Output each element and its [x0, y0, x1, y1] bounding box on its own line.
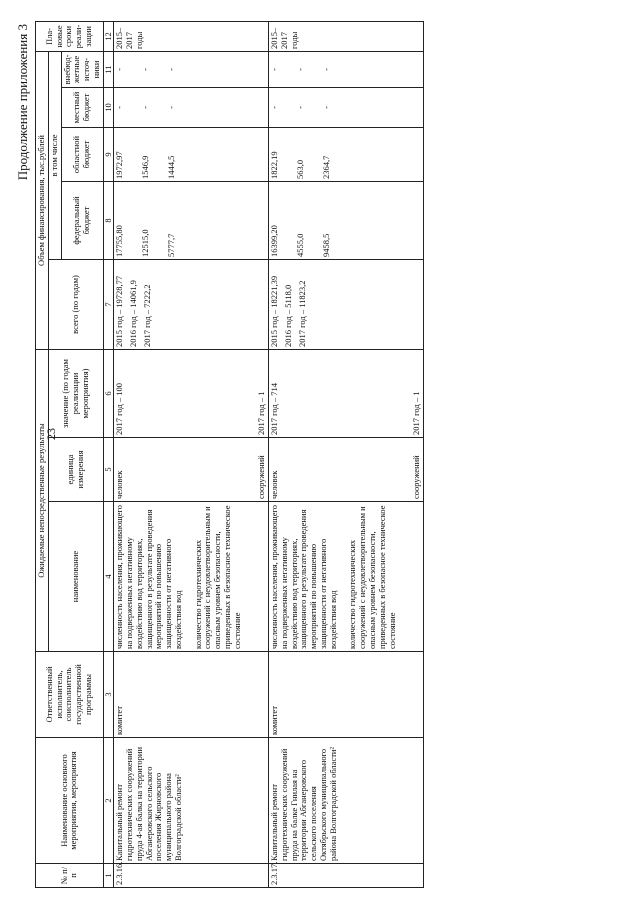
header-num: № п/п [36, 864, 104, 888]
header-result-name: наименование [48, 502, 103, 652]
column-numbers-row [103, 21, 114, 887]
funding-total: 2017 год – 11823,2 [296, 280, 307, 347]
row-name: Капитальный ремонт гидротехнических сооружений пруда на балке Гнилая на территории Абганеровского сельского поселения Октябрьского муниципального района Волгоградской области² [269, 738, 424, 864]
rotated-page-content [15, 18, 615, 888]
funding-local: - [114, 106, 125, 109]
header-unit: единица измерения [48, 438, 103, 502]
header-value: значение (по годам реализации мероприятия) [48, 350, 103, 438]
row-responsible: комитет [114, 652, 269, 738]
funding-federal: 9458,5 [321, 233, 332, 257]
funding-regional: 1546,9 [140, 155, 151, 179]
funding-regional: 1444,5 [166, 155, 177, 179]
row-funding-extra [269, 51, 424, 87]
funding-total: 2016 год – 5118,0 [282, 284, 293, 347]
result-unit: человек [114, 470, 125, 499]
result-name: численность населения, проживающего на подверженных негативному воздействию вод территориях, защищенного в результате проведения мероприятий по повышению защищенности от негативного воздействия вод [269, 504, 338, 649]
header-total: всего (по годам) [48, 260, 103, 350]
row-values [269, 350, 424, 438]
funding-federal: 4555,0 [295, 233, 306, 257]
result-unit: человек [269, 470, 280, 499]
funding-regional: 1972,97 [114, 151, 125, 179]
funding-total: 2016 год – 14061,9 [128, 280, 139, 347]
measures-table [35, 21, 424, 888]
funding-federal: 12515,0 [140, 229, 151, 257]
row-name: Капитальный ремонт гидротехнических сооружений пруда 4-ая балка на территории Абганеровского сельского поселения Жирновского муниципального района Волгоградской области² [114, 738, 269, 864]
funding-regional: 2364,7 [321, 155, 332, 179]
funding-federal: 5777,7 [166, 233, 177, 257]
funding-local: - [140, 106, 151, 109]
column-number: 11 [103, 51, 114, 87]
header-responsible: Ответственный исполнитель, соисполнитель государственной программы [36, 652, 104, 738]
result-name: количество гидротехнических сооружений с неудовлетворительным и опасным уровнем безопасности, приведенных в безопасное техническое состояние [347, 505, 397, 649]
row-funding-local [114, 88, 269, 128]
funding-local: - [269, 106, 280, 109]
funding-federal: 16399,20 [269, 225, 280, 257]
funding-total: 2015 год – 18221,39 [269, 275, 280, 347]
funding-local: - [321, 106, 332, 109]
header-name: Наименование основного мероприятия, мероприятия [36, 738, 104, 864]
funding-extra: - [269, 68, 280, 71]
result-unit: сооружений [256, 455, 267, 499]
result-name: количество гидротехнических сооружений с неудовлетворительным и опасным уровнем безопасности, приведенных в безопасное техническое состояние [192, 505, 242, 649]
row-num: 2.3.17. [269, 864, 424, 888]
funding-extra: - [321, 68, 332, 71]
result-value: 2017 год – 1 [256, 391, 267, 435]
row-funding-extra [114, 51, 269, 87]
row-terms: 2015–2017 годы [269, 21, 424, 51]
funding-total: 2015 год – 19728,77 [114, 275, 125, 347]
row-funding-federal [269, 182, 424, 260]
row-units [114, 438, 269, 502]
column-number: 1 [103, 864, 114, 888]
funding-regional: 1822,19 [269, 151, 280, 179]
column-number: 8 [103, 182, 114, 260]
row-results [114, 502, 269, 652]
row-funding-total [269, 260, 424, 350]
column-number: 5 [103, 438, 114, 502]
column-number: 9 [103, 128, 114, 182]
header-federal: федеральный бюджет [61, 182, 103, 260]
row-responsible: комитет [269, 652, 424, 738]
page-number: 23 [44, 428, 58, 440]
header-local: местный бюджет [61, 88, 103, 128]
funding-local: - [295, 106, 306, 109]
funding-extra: - [114, 68, 125, 71]
result-unit: сооружений [411, 455, 422, 499]
funding-extra: - [166, 68, 177, 71]
row-funding-regional [114, 128, 269, 182]
header-regional: областной бюджет [61, 128, 103, 182]
funding-regional: 563,0 [295, 159, 306, 179]
column-number: 10 [103, 88, 114, 128]
column-number: 12 [103, 21, 114, 51]
column-number: 6 [103, 350, 114, 438]
header-extrabudget: внебюд- жетные источ- ники [61, 51, 103, 87]
row-values [114, 350, 269, 438]
row-num: 2.3.16. [114, 864, 269, 888]
header-terms: Пла- новые сроки реали- зации [36, 21, 104, 51]
header-expected-results: Ожидаемые непосредственные результаты [36, 350, 49, 652]
header-including: в том числе [48, 51, 61, 259]
result-value: 2017 год – 100 [114, 383, 125, 435]
row-funding-federal [114, 182, 269, 260]
header-funding: Объем финансирования, тыс.рублей [36, 51, 49, 349]
row-terms: 2015–2017 годы [114, 21, 269, 51]
row-units [269, 438, 424, 502]
table-row [114, 21, 269, 887]
funding-total: 2017 год – 7222,2 [141, 284, 152, 347]
result-name: численность населения, проживающего на подверженных негативному воздействию вод территориях, защищенного в результате проведения мероприятий по повышению защищенности от негативного воздействия вод [114, 504, 183, 649]
column-number: 3 [103, 652, 114, 738]
row-results [269, 502, 424, 652]
continuation-title: Продолжение приложения 3 [15, 24, 30, 181]
column-number: 7 [103, 260, 114, 350]
row-funding-local [269, 88, 424, 128]
table-row [269, 21, 424, 887]
column-number: 2 [103, 738, 114, 864]
column-number: 4 [103, 502, 114, 652]
row-funding-total [114, 260, 269, 350]
funding-extra: - [295, 68, 306, 71]
funding-local: - [166, 106, 177, 109]
result-value: 2017 год – 1 [411, 391, 422, 435]
result-value: 2017 год – 714 [269, 383, 280, 435]
funding-federal: 17755,80 [114, 225, 125, 257]
funding-extra: - [140, 68, 151, 71]
row-funding-regional [269, 128, 424, 182]
